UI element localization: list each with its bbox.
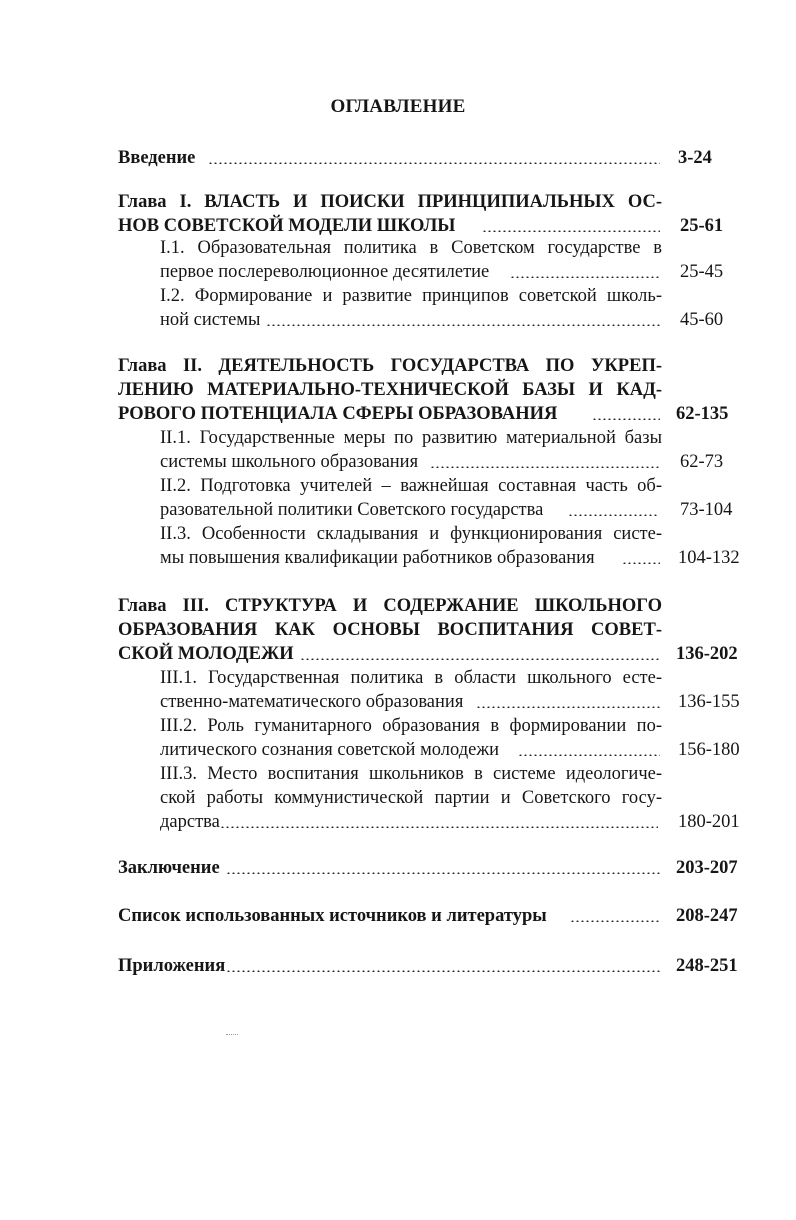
- page-range: 208-247: [676, 906, 738, 926]
- section-title-line: мы повышения квалификации работников образования: [160, 548, 595, 568]
- dot-leader: [476, 706, 660, 708]
- entry-title: Список использованных источников и литературы: [118, 906, 547, 926]
- dot-leader: [226, 970, 660, 972]
- dot-leader: [266, 324, 660, 326]
- toc-entry-chapter-1[interactable]: [0, 190, 796, 238]
- toc-entry-section-2-2[interactable]: [0, 474, 796, 522]
- entry-title: Приложения: [118, 956, 226, 976]
- page-range: 104-132: [678, 548, 740, 568]
- chapter-title-line: Глава I. ВЛАСТЬ И ПОИСКИ ПРИНЦИПИАЛЬНЫХ ОС-: [118, 192, 662, 212]
- page-range: 62-73: [680, 452, 724, 472]
- section-title-line: ственно-математического образования: [160, 692, 464, 712]
- page-range: 3-24: [678, 148, 712, 168]
- chapter-title-line: СКОЙ МОЛОДЕЖИ: [118, 644, 294, 664]
- chapter-title-line: ЛЕНИЮ МАТЕРИАЛЬНО-ТЕХНИЧЕСКОЙ БАЗЫ И КАД-: [118, 380, 662, 400]
- dot-leader: [510, 276, 660, 278]
- page-range: 25-61: [680, 216, 724, 236]
- page-range: 156-180: [678, 740, 740, 760]
- section-title-line: системы школьного образования: [160, 452, 419, 472]
- chapter-title-line: Глава III. СТРУКТУРА И СОДЕРЖАНИЕ ШКОЛЬНОГО: [118, 596, 662, 616]
- scan-speck: [226, 1034, 238, 1037]
- toc-entry-conclusion[interactable]: [0, 856, 796, 882]
- dot-leader: [300, 658, 660, 660]
- chapter-title-line: РОВОГО ПОТЕНЦИАЛА СФЕРЫ ОБРАЗОВАНИЯ: [118, 404, 558, 424]
- toc-entry-section-1-1[interactable]: [0, 236, 796, 284]
- section-title-line: III.2. Роль гуманитарного образования в формировании по-: [160, 716, 662, 736]
- entry-title: Введение: [118, 148, 196, 168]
- page-range: 45-60: [680, 310, 724, 330]
- section-title-line: III.3. Место воспитания школьников в системе идеологиче-: [160, 764, 662, 784]
- dot-leader: [208, 162, 660, 164]
- page-range: 203-207: [676, 858, 738, 878]
- section-title-line: I.2. Формирование и развитие принципов советской школь-: [160, 286, 662, 306]
- dot-leader: [482, 230, 660, 232]
- toc-entry-chapter-3[interactable]: [0, 594, 796, 666]
- chapter-title-line: ОБРАЗОВАНИЯ КАК ОСНОВЫ ВОСПИТАНИЯ СОВЕТ-: [118, 620, 662, 640]
- dot-leader: [622, 562, 660, 564]
- section-title-line: II.3. Особенности складывания и функционирования систе-: [160, 524, 662, 544]
- section-title-line: дарства: [160, 812, 220, 832]
- page-range: 25-45: [680, 262, 724, 282]
- section-title-line: ной системы: [160, 310, 261, 330]
- page-range: 180-201: [678, 812, 740, 832]
- section-title-line: II.2. Подготовка учителей – важнейшая составная часть об-: [160, 476, 662, 496]
- toc-entry-intro[interactable]: [0, 146, 796, 172]
- page-range: 73-104: [680, 500, 733, 520]
- dot-leader: [592, 418, 660, 420]
- dot-leader: [568, 514, 658, 516]
- section-title-line: II.1. Государственные меры по развитию материальной базы: [160, 428, 662, 448]
- chapter-title-line: НОВ СОВЕТСКОЙ МОДЕЛИ ШКОЛЫ: [118, 216, 456, 236]
- toc-entry-section-2-1[interactable]: [0, 426, 796, 474]
- toc-entry-sources[interactable]: [0, 904, 796, 930]
- dot-leader: [226, 872, 660, 874]
- dot-leader: [570, 920, 660, 922]
- page-range: 136-202: [676, 644, 738, 664]
- section-title-line: III.1. Государственная политика в области школьного есте-: [160, 668, 662, 688]
- dot-leader: [430, 466, 660, 468]
- section-title-line: I.1. Образовательная политика в Советском государстве в: [160, 238, 662, 258]
- toc-entry-appendix[interactable]: [0, 954, 796, 980]
- entry-title: Заключение: [118, 858, 220, 878]
- section-title-line: разовательной политики Советского государства: [160, 500, 544, 520]
- dot-leader: [518, 754, 660, 756]
- toc-entry-section-2-3[interactable]: [0, 522, 796, 570]
- toc-entry-section-3-3[interactable]: [0, 762, 796, 834]
- page-range: 62-135: [676, 404, 729, 424]
- toc-entry-section-3-1[interactable]: [0, 666, 796, 714]
- toc-entry-section-1-2[interactable]: [0, 284, 796, 332]
- toc-heading: ОГЛАВЛЕНИЕ: [330, 96, 466, 117]
- section-title-line: ской работы коммунистической партии и Советского госу-: [160, 788, 662, 808]
- dot-leader: [220, 826, 658, 828]
- page-range: 248-251: [676, 956, 738, 976]
- section-title-line: первое послереволюционное десятилетие: [160, 262, 490, 282]
- chapter-title-line: Глава II. ДЕЯТЕЛЬНОСТЬ ГОСУДАРСТВА ПО УКРЕП-: [118, 356, 662, 376]
- section-title-line: литического сознания советской молодежи: [160, 740, 500, 760]
- toc-entry-chapter-2[interactable]: [0, 354, 796, 426]
- toc-entry-section-3-2[interactable]: [0, 714, 796, 762]
- page-range: 136-155: [678, 692, 740, 712]
